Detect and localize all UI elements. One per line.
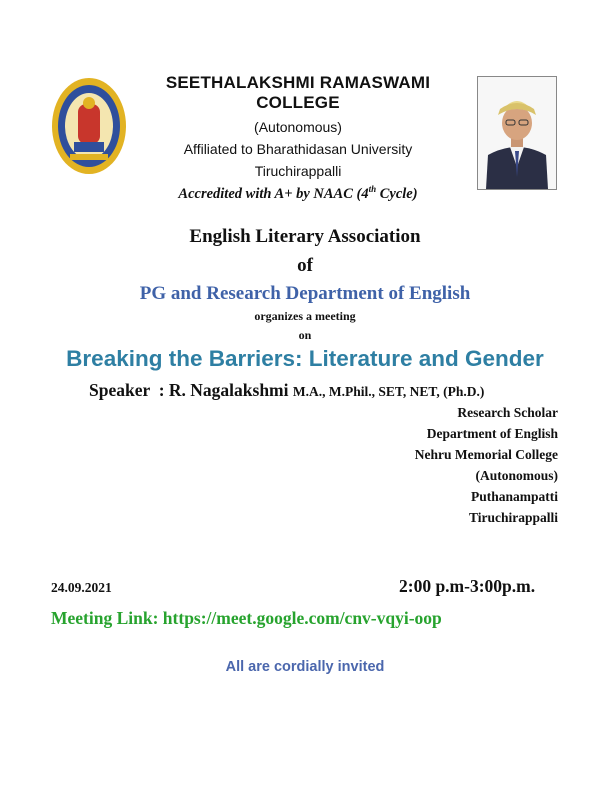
college-name: SEETHALAKSHMI RAMASWAMI COLLEGE (165, 73, 431, 112)
speaker-affiliation-line: Nehru Memorial College (414, 447, 558, 462)
speaker-line (89, 380, 484, 401)
invite-text: All are cordially invited (225, 659, 385, 675)
speaker-affiliation-line: Department of English (426, 426, 558, 441)
speaker-affiliation-line: Research Scholar (457, 405, 558, 420)
speaker-qualifications: M.A., M.Phil., SET, NET, (Ph.D.) (292, 384, 485, 399)
on-label: on (298, 328, 312, 342)
speaker-separator: : (158, 380, 165, 400)
organizes-text: organizes a meeting (254, 309, 356, 323)
college-header (138, 73, 458, 203)
event-date: 24.09.2021 (51, 580, 112, 595)
meeting-link[interactable]: Meeting Link: https://meet.google.com/cnv-vqyi-oop (51, 608, 442, 628)
speaker-affiliation-line: (Autonomous) (475, 468, 558, 483)
college-accreditation: Accredited with A+ by NAAC (4th Cycle) (178, 184, 418, 202)
speaker-label: Speaker (89, 380, 150, 400)
college-logo (50, 76, 128, 176)
department-title: PG and Research Department of English (139, 283, 471, 304)
founder-portrait (477, 76, 557, 190)
topic-title: Breaking the Barriers: Literature and Gender (66, 346, 544, 371)
speaker-affiliation-line: Puthanampatti (470, 489, 558, 504)
college-autonomous: (Autonomous) (254, 119, 342, 135)
event-time: 2:00 p.m-3:00p.m. (399, 576, 536, 596)
of-label: of (297, 255, 313, 276)
speaker-name: R. Nagalakshmi (168, 380, 289, 400)
college-city: Tiruchirappalli (254, 163, 342, 179)
association-title: English Literary Association (189, 226, 421, 247)
college-affiliation: Affiliated to Bharathidasan University (183, 141, 413, 157)
speaker-affiliation-line: Tiruchirappalli (468, 510, 558, 525)
